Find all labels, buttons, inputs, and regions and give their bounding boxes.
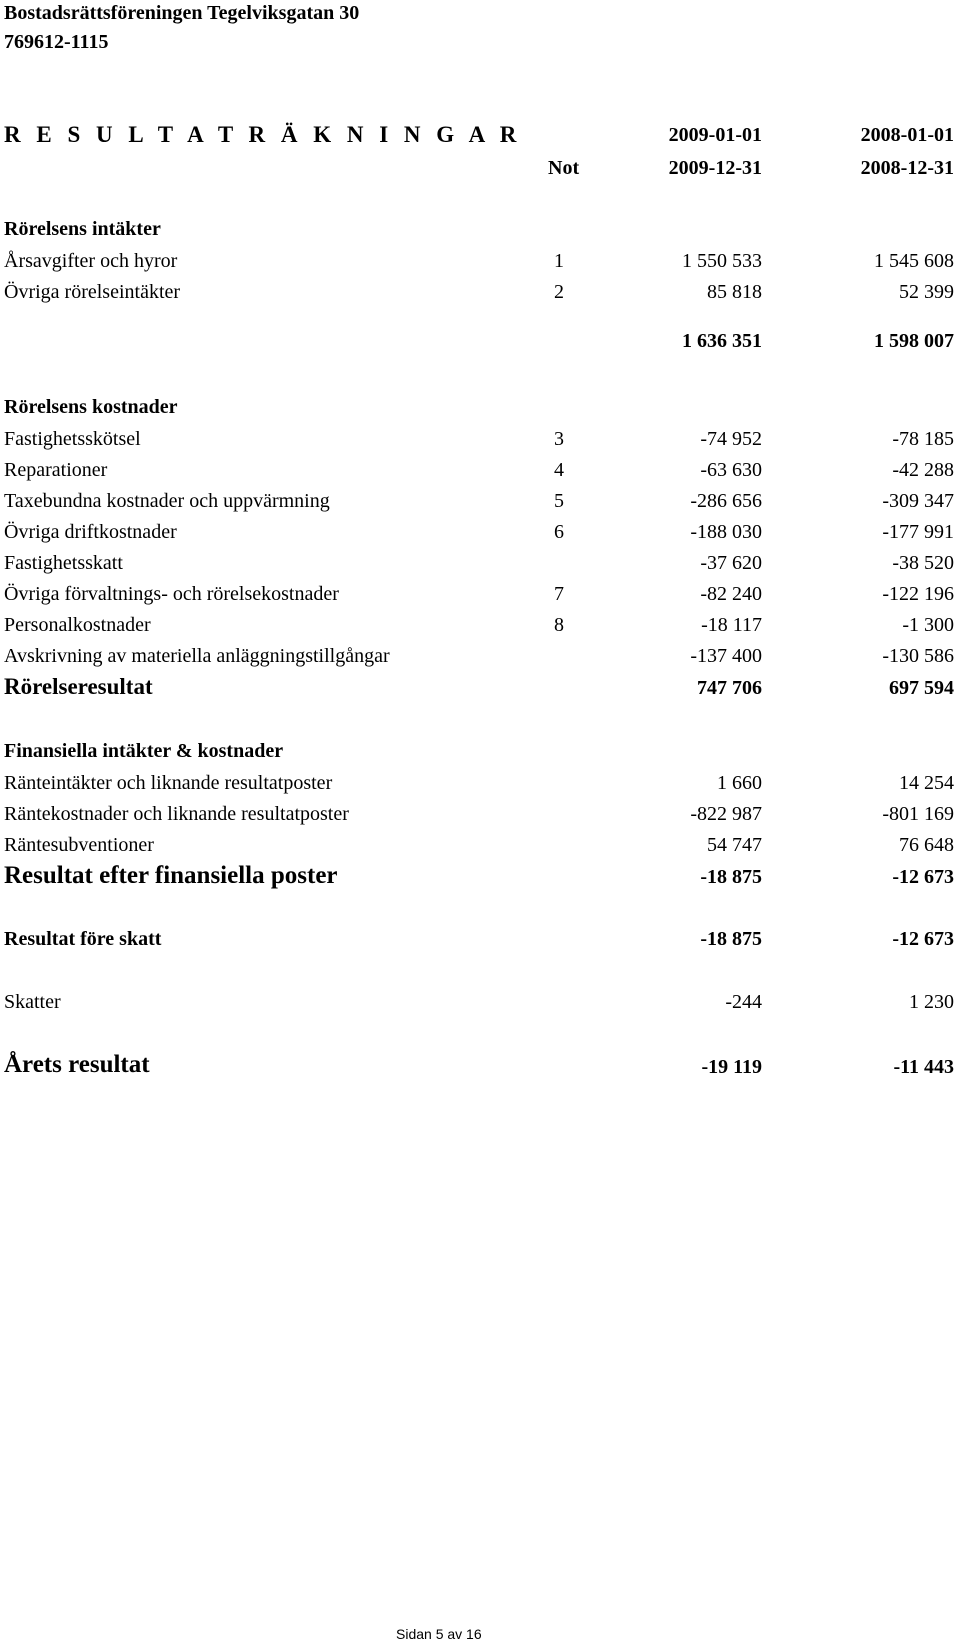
current-period-start: 2009-01-01 <box>668 124 762 146</box>
row-previous-value: 76 648 <box>899 834 954 856</box>
table-row-other-operating <box>0 521 960 549</box>
row-note: 1 <box>554 250 564 272</box>
row-previous-value: -801 169 <box>882 803 954 825</box>
table-row-interest-subsidies <box>0 834 960 862</box>
row-label: Avskrivning av materiella anläggningstillgångar <box>4 645 390 667</box>
table-row-repairs <box>0 459 960 487</box>
row-label: Personalkostnader <box>4 614 151 636</box>
row-previous-value: -12 673 <box>892 928 954 950</box>
row-label: Skatter <box>4 991 61 1013</box>
row-label: Fastighetsskötsel <box>4 428 141 450</box>
row-previous-value: -42 288 <box>892 459 954 481</box>
table-row-taxes <box>0 991 960 1019</box>
row-note: 3 <box>554 428 564 450</box>
row-previous-value: -130 586 <box>882 645 954 667</box>
previous-period-start: 2008-01-01 <box>860 124 954 146</box>
row-current-value: -188 030 <box>690 521 762 543</box>
table-row-fees <box>0 250 960 278</box>
row-previous-value: -309 347 <box>882 490 954 512</box>
section-heading-income: Rörelsens intäkter <box>4 218 161 240</box>
row-previous-value: -78 185 <box>892 428 954 450</box>
table-row-other-income <box>0 281 960 309</box>
row-current-value: -63 630 <box>700 459 762 481</box>
row-current-value: -74 952 <box>700 428 762 450</box>
row-current-value: 54 747 <box>707 834 762 856</box>
row-current-value: -137 400 <box>690 645 762 667</box>
row-note: 8 <box>554 614 564 636</box>
row-current-value: -244 <box>725 991 762 1013</box>
row-current-value: -822 987 <box>690 803 762 825</box>
row-previous-value: 697 594 <box>889 677 954 699</box>
row-label: Övriga driftkostnader <box>4 521 177 543</box>
row-label: Reparationer <box>4 459 108 481</box>
row-current-value: -286 656 <box>690 490 762 512</box>
table-row-interest-income <box>0 772 960 800</box>
row-label: Räntekostnader och liknande resultatposter <box>4 803 349 825</box>
row-previous-value: 1 545 608 <box>874 250 954 272</box>
table-row-before-tax <box>0 928 960 956</box>
page-number: Sidan 5 av 16 <box>396 1626 482 1642</box>
organization-name: Bostadsrättsföreningen Tegelviksgatan 30 <box>4 2 360 24</box>
previous-period-end: 2008-12-31 <box>860 157 954 179</box>
row-note: 4 <box>554 459 564 481</box>
table-row-depreciation <box>0 645 960 673</box>
row-label: Fastighetsskatt <box>4 552 123 574</box>
row-label: Ränteintäkter och liknande resultatposter <box>4 772 333 794</box>
row-current-value: -18 875 <box>700 866 762 888</box>
row-current-value: 85 818 <box>707 281 762 303</box>
row-current-value: 1 660 <box>717 772 762 794</box>
row-label: Övriga förvaltnings- och rörelsekostnader <box>4 583 339 605</box>
row-label: Resultat efter finansiella poster <box>4 862 338 889</box>
row-previous-value: -1 300 <box>902 614 954 636</box>
row-label: Taxebundna kostnader och uppvärmning <box>4 490 330 512</box>
table-row-property-tax <box>0 552 960 580</box>
table-row-admin-costs <box>0 583 960 611</box>
table-row-operating-result <box>0 674 960 702</box>
current-period-end: 2009-12-31 <box>668 157 762 179</box>
row-label: Rörelseresultat <box>4 674 153 699</box>
row-label: Årsavgifter och hyror <box>4 250 178 272</box>
row-note: 2 <box>554 281 564 303</box>
row-current-value: -37 620 <box>700 552 762 574</box>
table-row-maintenance <box>0 428 960 456</box>
row-previous-value: -177 991 <box>882 521 954 543</box>
table-row-personnel <box>0 614 960 642</box>
row-note: 7 <box>554 583 564 605</box>
row-label: Räntesubventioner <box>4 834 154 856</box>
table-row-year-result <box>0 1051 960 1079</box>
row-current-value: -19 119 <box>701 1056 762 1078</box>
row-note: 6 <box>554 521 564 543</box>
row-previous-value: 1 230 <box>909 991 954 1013</box>
table-row-after-financial <box>0 862 960 890</box>
row-previous-value: -11 443 <box>893 1056 954 1078</box>
section-heading-financial: Finansiella intäkter & kostnader <box>4 740 284 762</box>
row-previous-value: 1 598 007 <box>874 330 954 352</box>
organization-number: 769612-1115 <box>4 31 109 53</box>
table-row-interest-costs <box>0 803 960 831</box>
page-title: R E S U L T A T R Ä K N I N G A R <box>4 122 522 147</box>
row-current-value: 1 550 533 <box>682 250 762 272</box>
row-label: Årets resultat <box>4 1051 150 1078</box>
row-previous-value: -38 520 <box>892 552 954 574</box>
row-current-value: -18 117 <box>701 614 762 636</box>
table-row-tariff-costs <box>0 490 960 518</box>
row-previous-value: -12 673 <box>892 866 954 888</box>
section-heading-costs: Rörelsens kostnader <box>4 396 178 418</box>
row-previous-value: -122 196 <box>882 583 954 605</box>
row-previous-value: 14 254 <box>899 772 954 794</box>
row-current-value: -82 240 <box>700 583 762 605</box>
row-current-value: 747 706 <box>697 677 762 699</box>
row-label: Övriga rörelseintäkter <box>4 281 181 303</box>
row-label: Resultat före skatt <box>4 928 162 950</box>
note-column-header: Not <box>548 157 580 179</box>
row-current-value: -18 875 <box>700 928 762 950</box>
table-row-income-total <box>0 330 960 358</box>
row-previous-value: 52 399 <box>899 281 954 303</box>
row-current-value: 1 636 351 <box>682 330 762 352</box>
row-note: 5 <box>554 490 564 512</box>
